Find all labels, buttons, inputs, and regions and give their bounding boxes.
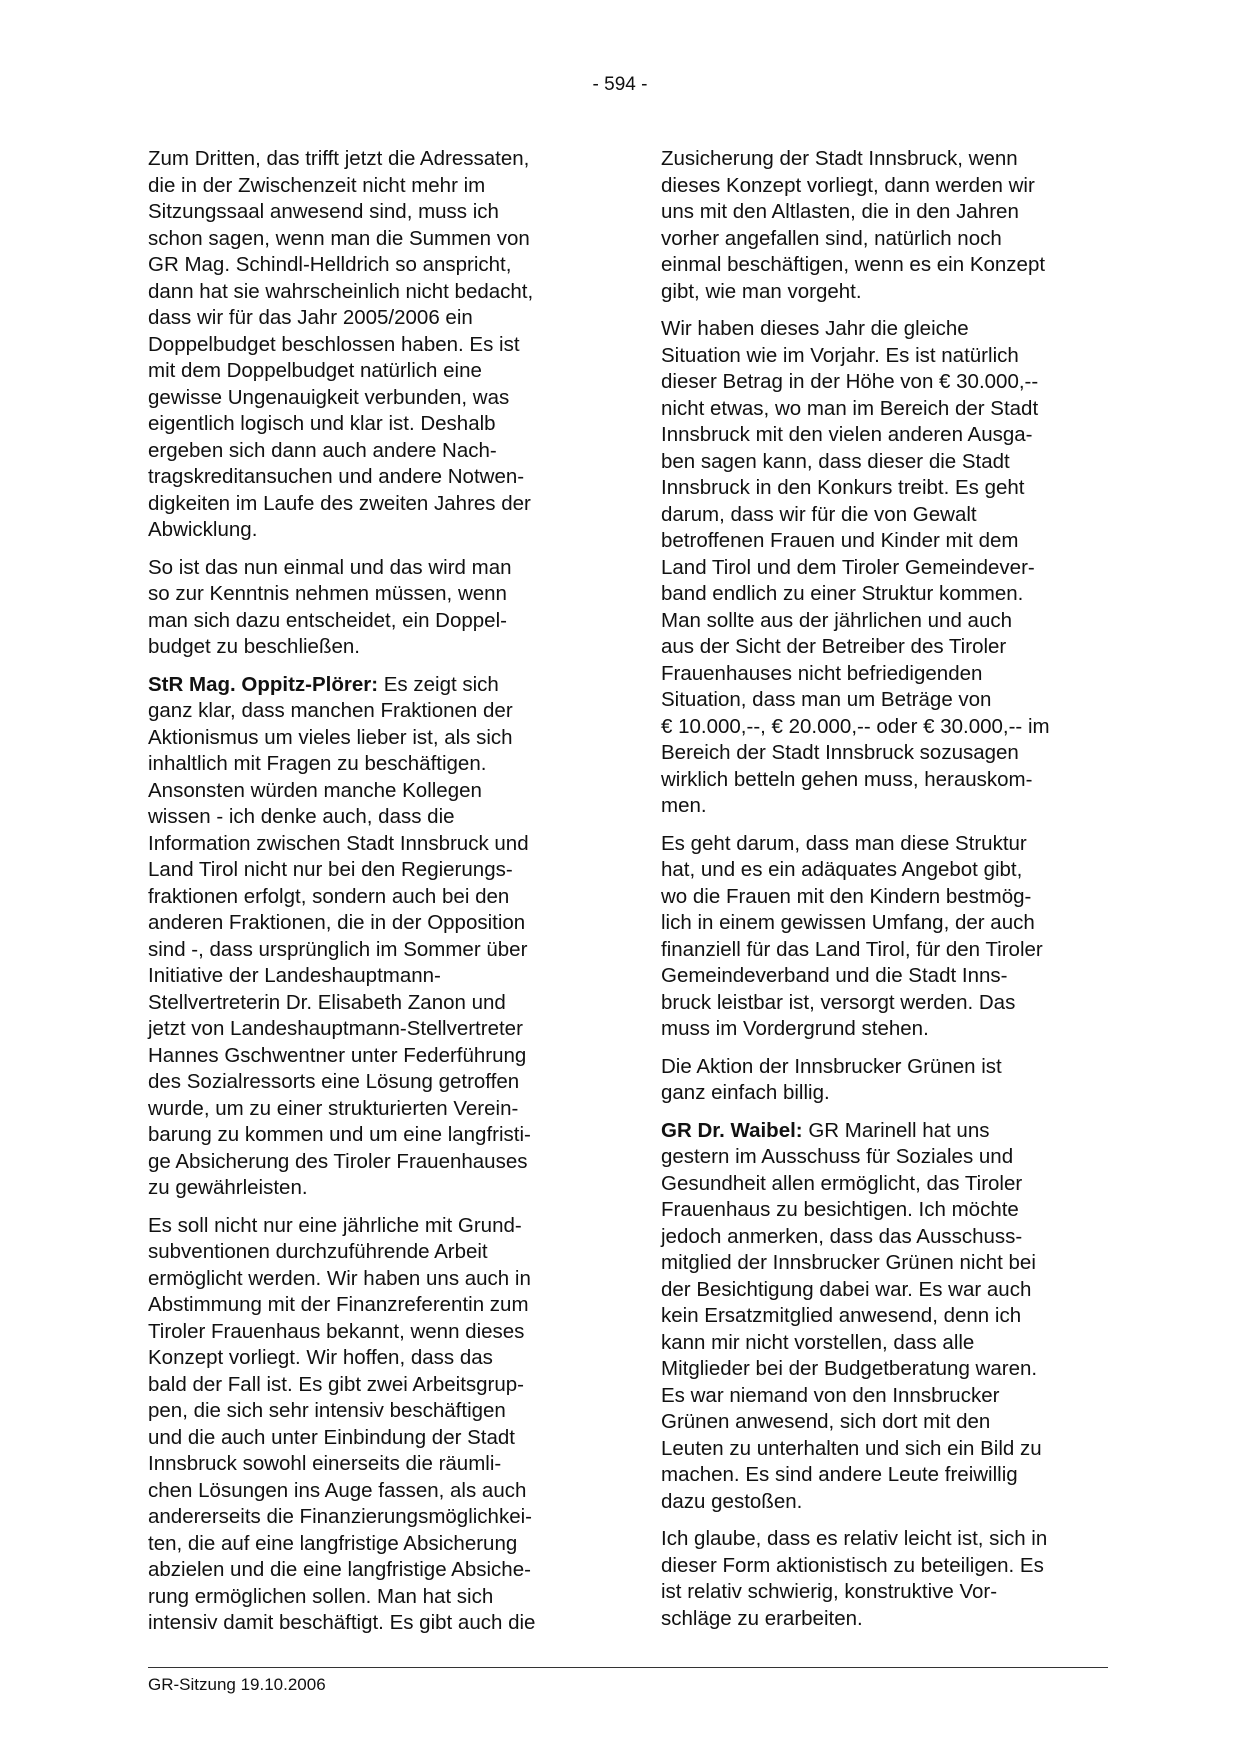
text-line: die in der Zwischenzeit nicht mehr im	[148, 173, 486, 197]
text-line: rung ermöglichen sollen. Man hat sich	[148, 1584, 494, 1608]
text-line: Initiative der Landeshauptmann-	[148, 964, 441, 987]
text-line: wirklich betteln gehen muss, herauskom-	[661, 767, 1033, 791]
text-line: sind -, dass ursprünglich im Sommer über	[148, 937, 528, 961]
text-line: Grünen anwesend, sich dort mit den	[661, 1410, 991, 1433]
text-line: gibt, wie man vorgeht.	[661, 279, 862, 303]
text-line-rest: GR Marinell hat uns	[802, 1118, 990, 1142]
text-line: Ich glaube, dass es relativ leicht ist, sich in	[661, 1527, 1048, 1550]
paragraph	[661, 146, 1109, 305]
footer-divider	[148, 1667, 1108, 1668]
left-column	[148, 146, 596, 1648]
text-line: So ist das nun einmal und das wird man	[148, 555, 512, 579]
text-line: schläge zu erarbeiten.	[661, 1606, 863, 1630]
paragraph	[661, 831, 1109, 1043]
text-line: andererseits die Finanzierungsmöglichkei-	[148, 1505, 532, 1528]
text-line: ten, die auf eine langfristige Absicherung	[148, 1531, 518, 1555]
text-line: dieser Form aktionistisch zu beteiligen. Es	[661, 1553, 1044, 1577]
page-number: - 594 -	[592, 74, 648, 95]
text-line: Es geht darum, dass man diese Struktur	[661, 831, 1027, 855]
text-line: Stellvertreterin Dr. Elisabeth Zanon und	[148, 990, 506, 1014]
text-line: des Sozialressorts eine Lösung getroffen	[148, 1070, 520, 1093]
text-line: Doppelbudget beschlossen haben. Es ist	[148, 332, 520, 356]
text-line: finanziell für das Land Tirol, für den Tiroler	[661, 937, 1043, 961]
text-line: wo die Frauen mit den Kindern bestmög-	[661, 884, 1032, 908]
speaker-paragraph	[661, 1118, 1109, 1516]
text-line: schon sagen, wenn man die Summen von	[148, 226, 530, 250]
text-line: Zum Dritten, das trifft jetzt die Adressaten,	[148, 147, 530, 170]
text-line: vorher angefallen sind, natürlich noch	[661, 226, 1002, 250]
speaker-name: StR Mag. Oppitz-Plörer:	[148, 672, 379, 696]
text-line: Man sollte aus der jährlichen und auch	[661, 608, 1012, 632]
speaker-name: GR Dr. Waibel:	[661, 1118, 803, 1142]
paragraph	[661, 316, 1109, 820]
text-line: Innsbruck sowohl einerseits die räumli-	[148, 1452, 502, 1475]
paragraph	[661, 1054, 1109, 1107]
text-line: ergeben sich dann auch andere Nach-	[148, 438, 497, 462]
text-line: bald der Fall ist. Es gibt zwei Arbeitsgrup-	[148, 1372, 524, 1396]
text-line: budget zu beschließen.	[148, 635, 360, 658]
text-line: men.	[661, 794, 707, 817]
text-line: Situation wie im Vorjahr. Es ist natürlich	[661, 343, 1019, 367]
text-line: tragskreditansuchen und andere Notwen-	[148, 465, 525, 488]
text-line: nicht etwas, wo man im Bereich der Stadt	[661, 396, 1039, 420]
text-line: ist relativ schwierig, konstruktive Vor-	[661, 1580, 998, 1603]
text-line: ermöglicht werden. Wir haben uns auch in	[148, 1266, 531, 1290]
text-line: wurde, um zu einer strukturierten Verein-	[148, 1096, 519, 1120]
text-line: pen, die sich sehr intensiv beschäftigen	[148, 1399, 506, 1422]
text-line: dass wir für das Jahr 2005/2006 ein	[148, 306, 473, 329]
text-line	[661, 1118, 1109, 1145]
text-line: Mitglieder bei der Budgetberatung waren.	[661, 1357, 1038, 1380]
paragraph	[661, 1526, 1109, 1632]
text-line: kann mir nicht vorstellen, dass alle	[661, 1330, 975, 1354]
text-line: Information zwischen Stadt Innsbruck und	[148, 831, 529, 855]
text-line: € 10.000,--, € 20.000,-- oder € 30.000,-- im	[661, 714, 1050, 738]
text-line: ganz einfach billig.	[661, 1081, 830, 1104]
text-line: Abstimmung mit der Finanzreferentin zum	[148, 1293, 529, 1316]
text-line: chen Lösungen ins Auge fassen, als auch	[148, 1478, 527, 1502]
text-line: Zusicherung der Stadt Innsbruck, wenn	[661, 147, 1018, 170]
text-line: uns mit den Altlasten, die in den Jahren	[661, 200, 1019, 223]
text-line: einmal beschäftigen, wenn es ein Konzept	[661, 253, 1046, 276]
text-line: Wir haben dieses Jahr die gleiche	[661, 317, 969, 340]
text-line: GR Mag. Schindl-Helldrich so anspricht,	[148, 253, 512, 276]
text-line: jedoch anmerken, dass das Ausschuss-	[661, 1224, 1023, 1248]
text-line-rest: Es zeigt sich	[378, 672, 499, 696]
text-line: digkeiten im Laufe des zweiten Jahres der	[148, 491, 531, 515]
text-line: Innsbruck mit den vielen anderen Ausga-	[661, 423, 1033, 446]
text-line: barung zu kommen und um eine langfristi-	[148, 1123, 531, 1146]
text-line: fraktionen erfolgt, sondern auch bei den	[148, 884, 510, 908]
text-line: und die auch unter Einbindung der Stadt	[148, 1425, 515, 1449]
text-line: hat, und es ein adäquates Angebot gibt,	[661, 858, 1023, 881]
text-line: ben sagen kann, dass dieser die Stadt	[661, 449, 1010, 473]
paragraph	[148, 555, 596, 661]
text-line: Leuten zu unterhalten und sich ein Bild zu	[661, 1436, 1042, 1460]
text-line: der Besichtigung dabei war. Es war auch	[661, 1277, 1032, 1301]
text-line: subventionen durchzuführende Arbeit	[148, 1240, 488, 1263]
text-line: jetzt von Landeshauptmann-Stellvertreter	[148, 1017, 523, 1040]
text-line: betroffenen Frauen und Kinder mit dem	[661, 529, 1019, 552]
right-column	[661, 146, 1109, 1643]
text-line: Gemeindeverband und die Stadt Inns-	[661, 964, 1008, 987]
text-line: Aktionismus um vieles lieber ist, als sich	[148, 725, 513, 749]
text-line: aus der Sicht der Betreiber des Tiroler	[661, 635, 1007, 658]
text-line: Land Tirol und dem Tiroler Gemeindever-	[661, 555, 1035, 579]
text-line: band endlich zu einer Struktur kommen.	[661, 582, 1024, 605]
text-line: gestern im Ausschuss für Soziales und	[661, 1145, 1014, 1168]
footer-session-date: GR-Sitzung 19.10.2006	[148, 1675, 326, 1694]
text-line: Abwicklung.	[148, 518, 258, 541]
text-line: ge Absicherung des Tiroler Frauenhauses	[148, 1149, 528, 1173]
text-line: lich in einem gewissen Umfang, der auch	[661, 911, 1035, 934]
text-line: Frauenhaus zu besichtigen. Ich möchte	[661, 1198, 1019, 1221]
paragraph	[148, 146, 596, 544]
text-line: so zur Kenntnis nehmen müssen, wenn	[148, 582, 507, 605]
text-line: Frauenhauses nicht befriedigenden	[661, 661, 983, 685]
text-line: Situation, dass man um Beträge von	[661, 688, 992, 711]
text-line	[148, 672, 596, 699]
text-line: gewisse Ungenauigkeit verbunden, was	[148, 385, 510, 409]
text-line: Sitzungssaal anwesend sind, muss ich	[148, 200, 499, 223]
text-line: dieses Konzept vorliegt, dann werden wir	[661, 173, 1035, 197]
text-line: muss im Vordergrund stehen.	[661, 1017, 929, 1040]
text-line: Hannes Gschwentner unter Federführung	[148, 1043, 527, 1067]
text-line: kein Ersatzmitglied anwesend, denn ich	[661, 1304, 1022, 1327]
text-line: Ansonsten würden manche Kollegen	[148, 778, 482, 802]
text-line: Tiroler Frauenhaus bekannt, wenn dieses	[148, 1319, 525, 1343]
text-line: bruck leistbar ist, versorgt werden. Das	[661, 990, 1016, 1014]
text-line: inhaltlich mit Fragen zu beschäftigen.	[148, 752, 487, 775]
text-line: man sich dazu entscheidet, ein Doppel-	[148, 608, 507, 632]
text-line: dieser Betrag in der Höhe von € 30.000,--	[661, 370, 1039, 393]
text-line: Konzept vorliegt. Wir hoffen, dass das	[148, 1346, 493, 1369]
speaker-paragraph	[148, 672, 596, 1202]
text-line: anderen Fraktionen, die in der Opposition	[148, 911, 526, 934]
text-line: machen. Es sind andere Leute freiwillig	[661, 1463, 1018, 1486]
paragraph	[148, 1213, 596, 1637]
text-line: dann hat sie wahrscheinlich nicht bedacht,	[148, 279, 534, 303]
text-line: wissen - ich denke auch, dass die	[148, 805, 455, 828]
text-line: Gesundheit allen ermöglicht, das Tiroler	[661, 1171, 1023, 1195]
text-line: Land Tirol nicht nur bei den Regierungs-	[148, 858, 513, 881]
text-line: Innsbruck in den Konkurs treibt. Es geht	[661, 476, 1025, 499]
text-line: mitglied der Innsbrucker Grünen nicht bei	[661, 1251, 1036, 1274]
text-line: abzielen und die eine langfristige Absiche-	[148, 1558, 531, 1581]
text-line: Es war niemand von den Innsbrucker	[661, 1383, 1000, 1407]
text-line: dazu gestoßen.	[661, 1489, 803, 1513]
text-line: Bereich der Stadt Innsbruck sozusagen	[661, 741, 1019, 764]
text-line: intensiv damit beschäftigt. Es gibt auch die	[148, 1611, 536, 1634]
text-line: Die Aktion der Innsbrucker Grünen ist	[661, 1054, 1002, 1078]
text-line: mit dem Doppelbudget natürlich eine	[148, 359, 482, 382]
text-line: zu gewährleisten.	[148, 1176, 308, 1199]
text-line: eigentlich logisch und klar ist. Deshalb	[148, 412, 496, 435]
text-line: Es soll nicht nur eine jährliche mit Grund-	[148, 1213, 522, 1237]
text-line: ganz klar, dass manchen Fraktionen der	[148, 699, 513, 722]
text-line: darum, dass wir für die von Gewalt	[661, 502, 977, 526]
